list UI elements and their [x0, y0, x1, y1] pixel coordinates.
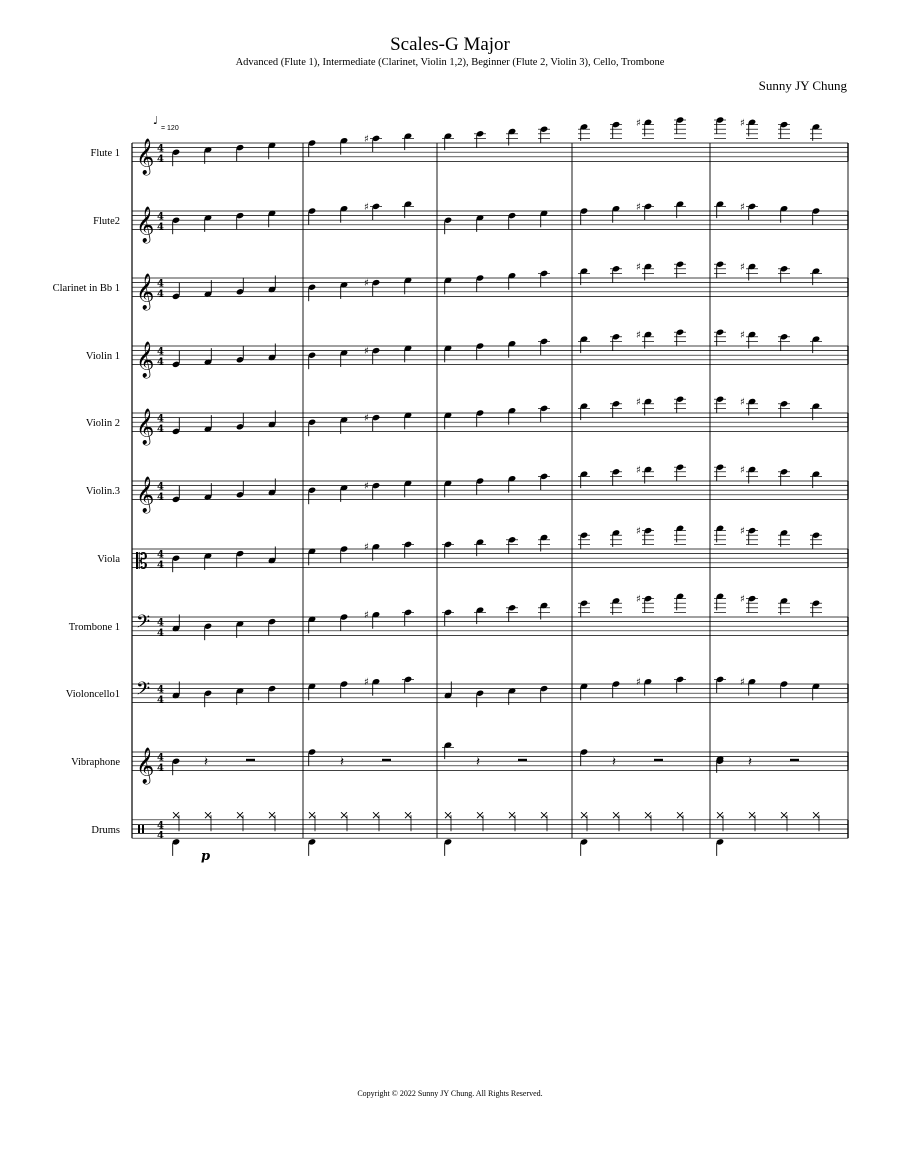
- sharp-icon: ♯: [740, 330, 745, 341]
- bass-clef-icon: 𝄢: [136, 612, 151, 637]
- instrument-name: Trombone 1: [68, 622, 120, 634]
- treble-clef-icon: 𝄞: [136, 476, 155, 513]
- sharp-icon: ♯: [740, 397, 745, 408]
- treble-clef-icon: 𝄞: [136, 747, 155, 784]
- instrument-name: Drums: [91, 825, 120, 836]
- sharp-icon: ♯: [364, 201, 369, 213]
- time-signature-bottom: 4: [157, 762, 164, 774]
- sharp-icon: ♯: [636, 594, 641, 606]
- sharp-icon: ♯: [636, 526, 641, 538]
- instrument-name: Violin 2: [85, 418, 120, 430]
- time-signature-bottom: 4: [157, 221, 164, 233]
- dynamic-marking: p: [201, 849, 211, 865]
- sharp-icon: ♯: [364, 413, 369, 425]
- treble-clef-icon: 𝄞: [136, 206, 155, 243]
- half-rest-icon: [518, 759, 527, 761]
- time-signature-top: 4: [157, 684, 164, 696]
- sharp-icon: ♯: [636, 117, 641, 129]
- treble-clef-icon: 𝄞: [136, 273, 155, 310]
- time-signature-bottom: 4: [157, 423, 164, 435]
- half-rest-icon: [654, 759, 663, 761]
- treble-clef-icon: 𝄞: [136, 341, 155, 378]
- time-signature-bottom: 4: [157, 288, 164, 300]
- time-signature-bottom: 4: [157, 356, 164, 368]
- sharp-icon: ♯: [364, 677, 369, 689]
- composer-name: Sunny JY Chung: [758, 78, 847, 93]
- sharp-icon: ♯: [364, 133, 369, 145]
- quarter-rest-icon: 𝄽: [748, 755, 752, 771]
- sharp-icon: ♯: [364, 542, 369, 554]
- sharp-icon: ♯: [636, 330, 641, 341]
- copyright-notice: Copyright © 2022 Sunny JY Chung. All Rights Reserved.: [357, 1089, 543, 1098]
- score-subtitle: Advanced (Flute 1), Intermediate (Clarinet, Violin 1,2), Beginner (Flute 2, Violin 3), Cello, Trombone: [235, 57, 665, 68]
- instrument-name: Viola: [97, 554, 120, 566]
- quarter-note-tempo-icon: ♩: [153, 114, 159, 127]
- tempo-marking: = 120: [161, 125, 179, 132]
- time-signature-top: 4: [157, 549, 164, 561]
- instrument-name: Clarinet in Bb 1: [52, 283, 120, 295]
- time-signature-bottom: 4: [157, 627, 164, 639]
- sharp-icon: ♯: [740, 526, 745, 538]
- time-signature-top: 4: [157, 143, 164, 155]
- time-signature-bottom: 4: [157, 491, 164, 503]
- time-signature-top: 4: [157, 820, 164, 832]
- time-signature-top: 4: [157, 346, 164, 358]
- time-signature-top: 4: [157, 278, 164, 290]
- sharp-icon: ♯: [636, 201, 641, 213]
- sharp-icon: ♯: [364, 610, 369, 622]
- quarter-rest-icon: 𝄽: [340, 755, 344, 771]
- time-signature-top: 4: [157, 413, 164, 425]
- instrument-name: Flute2: [93, 216, 120, 228]
- half-rest-icon: [790, 759, 799, 761]
- sharp-icon: ♯: [740, 677, 745, 689]
- instrument-name: Violin 1: [85, 351, 120, 363]
- half-rest-icon: [382, 759, 391, 761]
- sharp-icon: ♯: [740, 117, 745, 129]
- sharp-icon: ♯: [364, 346, 369, 358]
- time-signature-bottom: 4: [157, 830, 164, 842]
- instrument-name: Violin.3: [85, 486, 120, 498]
- quarter-rest-icon: 𝄽: [476, 755, 480, 771]
- sharp-icon: ♯: [740, 465, 745, 476]
- sharp-icon: ♯: [364, 481, 369, 493]
- treble-clef-icon: 𝄞: [136, 138, 155, 175]
- time-signature-top: 4: [157, 211, 164, 223]
- instrument-name: Violoncello1: [65, 689, 120, 701]
- percussion-clef-icon: [138, 825, 140, 833]
- quarter-rest-icon: 𝄽: [612, 755, 616, 771]
- time-signature-bottom: 4: [157, 694, 164, 706]
- sharp-icon: ♯: [740, 201, 745, 213]
- time-signature-top: 4: [157, 752, 164, 764]
- instrument-name: Vibraphone: [71, 757, 120, 769]
- time-signature-top: 4: [157, 481, 164, 493]
- sharp-icon: ♯: [636, 397, 641, 408]
- bass-clef-icon: 𝄢: [136, 679, 151, 704]
- time-signature-top: 4: [157, 617, 164, 629]
- sharp-icon: ♯: [740, 262, 745, 273]
- time-signature-bottom: 4: [157, 559, 164, 571]
- instrument-name: Flute 1: [90, 148, 120, 160]
- time-signature-bottom: 4: [157, 153, 164, 165]
- sharp-icon: ♯: [740, 594, 745, 606]
- sharp-icon: ♯: [636, 262, 641, 273]
- sharp-icon: ♯: [636, 465, 641, 476]
- percussion-clef-icon: [142, 825, 144, 833]
- score-title: Scales-G Major: [390, 34, 510, 55]
- half-rest-icon: [246, 759, 255, 761]
- alto-clef-icon: 𝄡: [136, 549, 148, 574]
- sharp-icon: ♯: [636, 677, 641, 689]
- quarter-rest-icon: 𝄽: [204, 755, 208, 771]
- treble-clef-icon: 𝄞: [136, 408, 155, 445]
- sharp-icon: ♯: [364, 278, 369, 290]
